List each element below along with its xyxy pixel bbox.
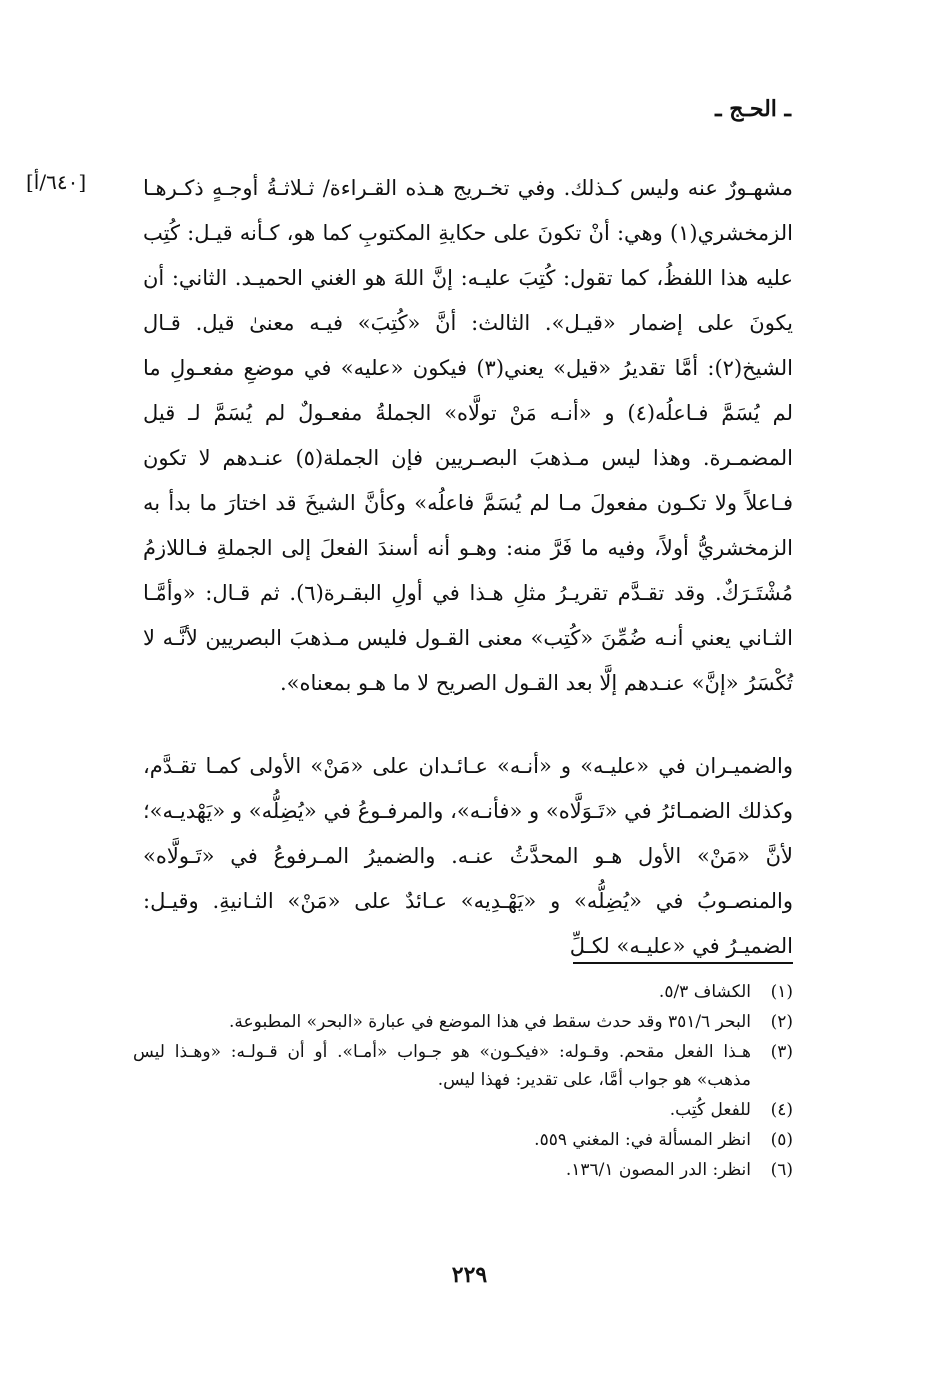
footnote-number: (٦)	[770, 1160, 793, 1180]
footnote	[133, 1126, 793, 1154]
paragraph-2: والضميـران في «عليـه» و «أنـه» عـائـدان على «مَنْ» الأولى كمـا تقـدَّم، وكذلك الضمـائرُ في «تَـوَلَّاه» و «فأنـه»، والمرفـوعُ في «يُضِلُّه» و «يَهْديـه»؛ لأنَّ «مَنْ» الأول هـو المحدَّثُ عنـه. والضميرُ المـرفوعُ في «تَـولَّاه» والمنصـوبُ في «يُضِلُّه» و «يَهْـدِيه» عـائدٌ على «مَنْ» الثـانيةِ. وقيـل: الضميـرُ في «عليـه» لكـلِّ	[143, 754, 793, 958]
footnote-text: الكشاف ٥/٣.	[658, 982, 751, 1002]
footnote	[133, 1156, 793, 1184]
paragraph-1: مشهـورٌ عنه وليس كـذلك. وفي تخـريج هـذه القـراءة/ ثـلاثـةُ أوجـهٍ ذكـرهـا الزمخشري(١) وهي: أنْ تكونَ على حكايةِ المكتوبِ كما هو، كـأنه قيـل: كُتِب عليه هذا اللفظُ، كما تقول: كُتِبَ عليـه: إنَّ اللهَ هو الغني الحميـد. الثاني: أن يكونَ على إضمار «قيـل». الثالث: أنَّ «كُتِبَ» فيـه معنىٰ قيل. قـال الشيخ(٢): أمَّا تقديرُ «قيل» يعني(٣) فيكون «عليه» في موضعِ مفعـولِ ما لم يُسَمَّ فـاعلُه(٤) و «أنـه مَنْ تولَّاه» الجملةُ مفعـولٌ لم يُسَمَّ لـ قيل المضمـرة. وهذا ليس مـذهبَ البصـريين فإن الجملة(٥) عنـدهم لا تكون فـاعلاً ولا تكـون مفعولَ مـا لم يُسَمَّ فاعلُه» وكأنَّ الشيخَ قد اختارَ ما بدأ به الزمخشريُّ أولاً، وفيه ما فَرَّ منه: وهـو أنه أسندَ الفعلَ إلى الجملةِ فـاللازمُ مُشْتَـرَكٌ. وقد تقـدَّم تقريـرُ مثلِ هـذا في أولِ البقـرة(٦). ثم قـال: «وأمَّـا الثـاني يعني أنـه ضُمِّنَ «كُتِب» معنى القـول فليس مـذهبَ البصريين لأنَّـه لا تُكْسَرُ «إنَّ» عنـدهم إلَّا بعد القـول الصريح لا ما هـو بمعناه».	[143, 176, 793, 695]
margin-reference: [٦٤٠/أ]	[26, 170, 87, 194]
footnote-separator	[573, 962, 793, 964]
footnote	[133, 978, 793, 1006]
footnote-text: انظر: الدر المصون ١٣٦/١.	[565, 1160, 751, 1180]
footnote-text: البحر ٣٥١/٦ وقد حدث سقط في هذا الموضع في عبارة «البحر» المطبوعة.	[229, 1012, 751, 1032]
page-number: ٢٢٩	[451, 1262, 488, 1288]
footnote	[133, 1038, 793, 1094]
footnote-text: هـذا الفعل مقحم. وقـوله: «فيكـون» هو جـواب «أمـا». أو أن قـولـه: «وهـذا ليس مذهب» هو جواب أمَّا، على تقدير: فهذا ليس.	[133, 1042, 751, 1090]
footnote-number: (٥)	[770, 1130, 793, 1150]
footnotes	[133, 978, 793, 1186]
footnote-number: (٣)	[770, 1042, 793, 1062]
footnote-number: (٢)	[770, 1012, 793, 1032]
footnote-number: (٤)	[770, 1100, 793, 1120]
footnote-text: انظر المسألة في: المغني ٥٥٩.	[534, 1130, 751, 1150]
footnote-number: (١)	[770, 982, 793, 1002]
running-header: ـ الحـج ـ	[715, 96, 791, 122]
footnote-text: للفعل كُتِب.	[669, 1100, 751, 1120]
main-text	[143, 166, 793, 969]
footnote	[133, 1008, 793, 1036]
footnote	[133, 1096, 793, 1124]
